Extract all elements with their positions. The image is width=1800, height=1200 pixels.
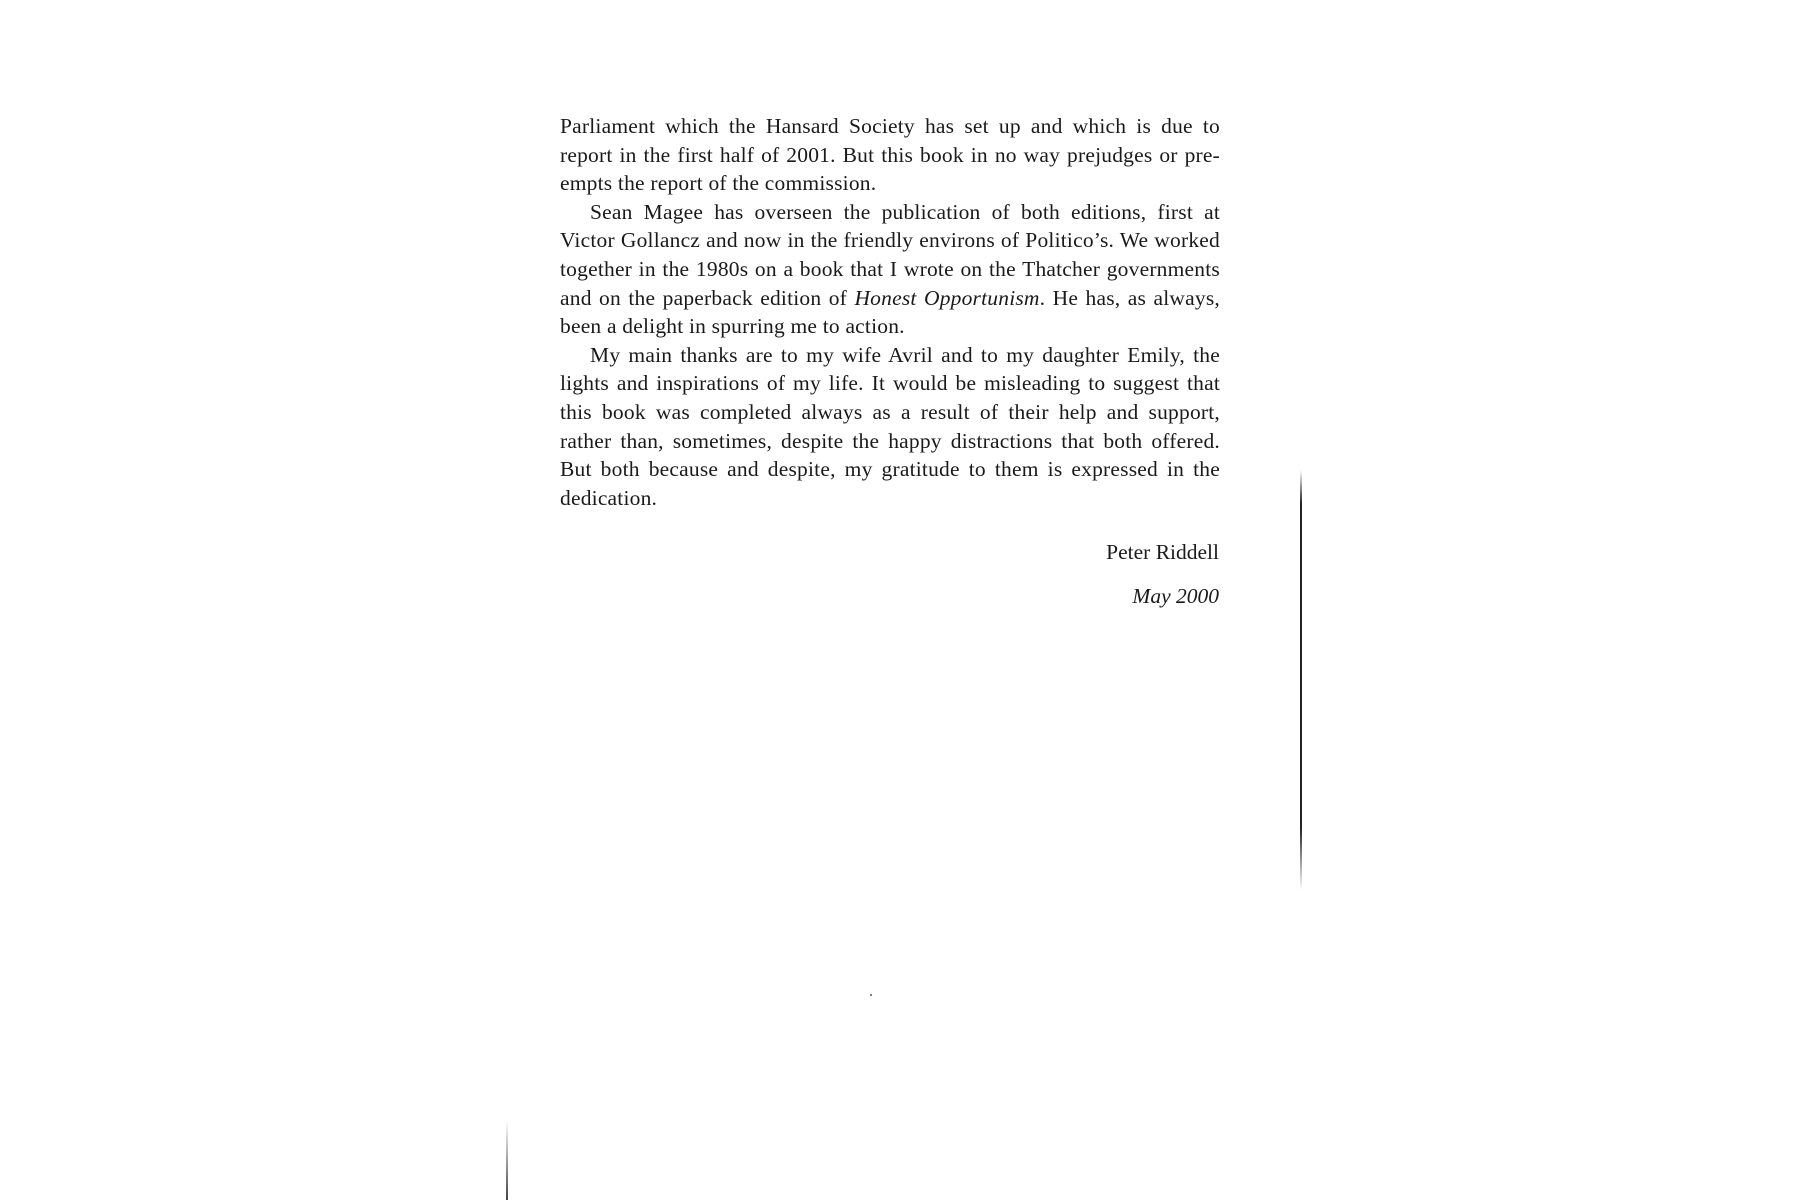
- paragraph-1-text: Parliament which the Hansard Society has set up and which is due to report in the first half of 2001. But this book in no way prejudges or pre-empts the report of the commission.: [560, 114, 1220, 196]
- scan-edge-right: [1300, 470, 1302, 890]
- author-signature: Peter Riddell: [1106, 540, 1219, 564]
- signature-date: May 2000: [1132, 584, 1219, 608]
- body-text: [560, 112, 1220, 512]
- paragraph-3-text: My main thanks are to my wife Avril and to my daughter Emily, the lights and inspirations of my life. It would be misleading to suggest that this book was completed always as a result of their help and support, rather than, sometimes, despite the happy distractions that both offered. But both because and despite, my gratitude to them is expressed in the dedication.: [560, 342, 1220, 510]
- scan-edge-left: [506, 1120, 508, 1200]
- paragraph-3: [560, 341, 1220, 513]
- paragraph-2-text-end: . He has, as always, been a delight in spurring me to action.: [560, 285, 1220, 339]
- paragraph-2-text-start: Sean Magee has overseen the publication of both editions, first at Victor Gollancz and now in the friendly environs of Politico’s. We worked together in the 1980s on a book that I wrote on the Thatcher governments and on the paperback edition of: [560, 199, 1220, 310]
- paragraph-1: [560, 112, 1220, 198]
- book-title-honest-opportunism: Honest Opportunism: [854, 285, 1040, 310]
- scan-speck: [870, 994, 872, 996]
- paragraph-2: [560, 198, 1220, 341]
